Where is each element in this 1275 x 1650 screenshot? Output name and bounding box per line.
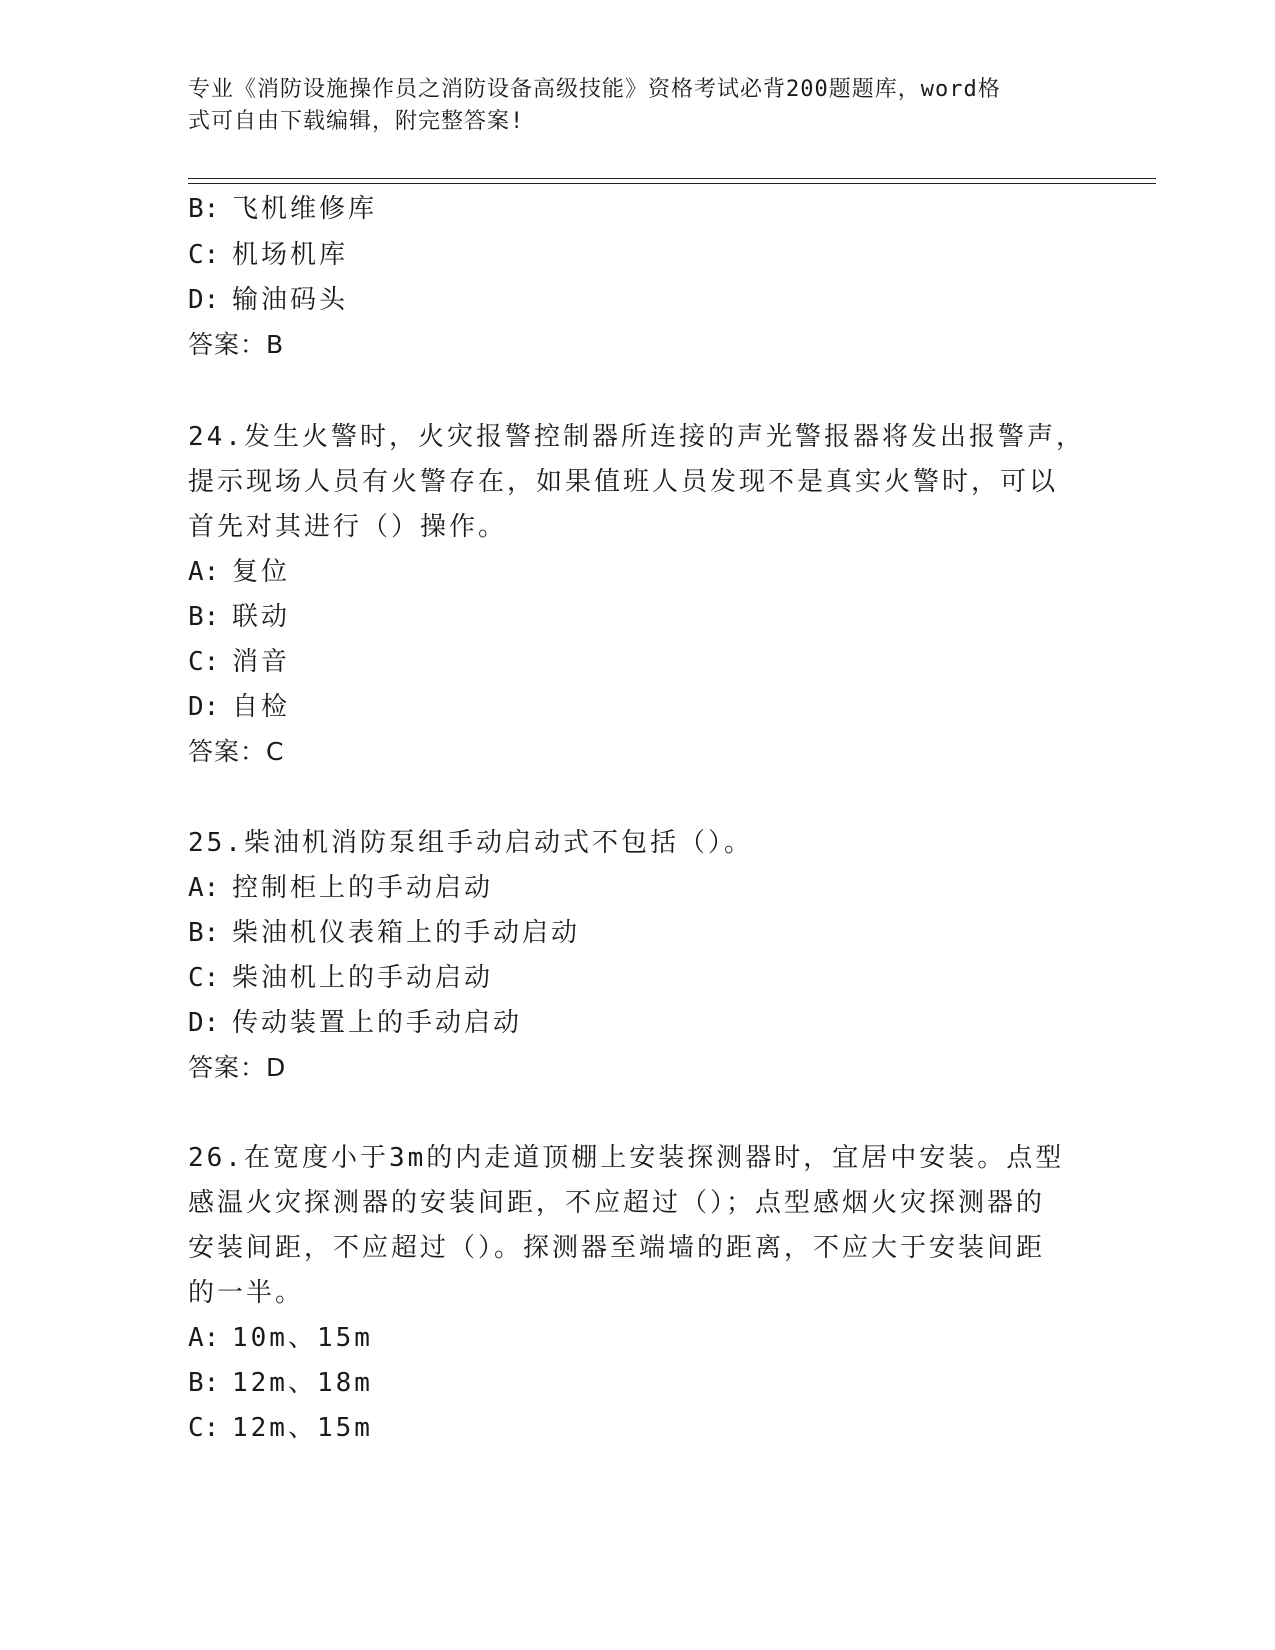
- option-text: 控制柜上的手动启动: [232, 873, 494, 903]
- option-label: B:: [188, 194, 220, 224]
- option-label: D:: [188, 285, 220, 315]
- option-d: [188, 1008, 522, 1038]
- option-label: B:: [188, 1368, 220, 1398]
- option-label: C:: [188, 647, 220, 677]
- option-text: 输油码头: [232, 285, 349, 315]
- option-label: D:: [188, 1008, 220, 1038]
- question-stem-line: 24.发生火警时，火灾报警控制器所连接的声光警报器将发出报警声，: [188, 422, 1085, 452]
- option-text: 柴油机仪表箱上的手动启动: [232, 918, 581, 948]
- option-text: 联动: [232, 602, 291, 632]
- option-text: 12m、15m: [232, 1413, 373, 1443]
- option-d: [188, 285, 348, 315]
- option-text: 传动装置上的手动启动: [232, 1008, 523, 1038]
- option-a: [188, 557, 290, 587]
- answer-line: 答案：B: [188, 330, 285, 359]
- question-stem-line: 首先对其进行（）操作。: [188, 512, 508, 542]
- option-label: C:: [188, 1413, 220, 1443]
- option-label: A:: [188, 1323, 220, 1353]
- option-text: 10m、15m: [232, 1323, 373, 1353]
- option-c: [188, 647, 290, 677]
- option-a: [188, 873, 493, 903]
- question-stem-line: 26.在宽度小于3m的内走道顶棚上安装探测器时，宜居中安装。点型: [188, 1143, 1065, 1173]
- option-b: [188, 918, 580, 948]
- header-divider-bottom: [188, 183, 1156, 184]
- header-line-1: 专业《消防设施操作员之消防设备高级技能》资格考试必背200题题库，word格: [188, 77, 1001, 102]
- option-label: C:: [188, 963, 220, 993]
- option-text: 柴油机上的手动启动: [232, 963, 494, 993]
- option-c: [188, 1413, 373, 1443]
- option-text: 飞机维修库: [232, 194, 378, 224]
- option-label: A:: [188, 557, 220, 587]
- option-text: 复位: [232, 557, 291, 587]
- option-c: [188, 963, 493, 993]
- question-stem-line: 25.柴油机消防泵组手动启动式不包括（）。: [188, 828, 753, 858]
- option-label: C:: [188, 240, 220, 270]
- option-text: 自检: [232, 692, 291, 722]
- question-stem-line: 安装间距，不应超过（）。探测器至端墙的距离，不应大于安装间距: [188, 1233, 1046, 1263]
- question-stem-line: 的一半。: [188, 1278, 305, 1308]
- option-label: A:: [188, 873, 220, 903]
- option-label: B:: [188, 918, 220, 948]
- option-b: [188, 602, 290, 632]
- option-a: [188, 1323, 373, 1353]
- header-divider-top: [188, 178, 1156, 179]
- option-label: B:: [188, 602, 220, 632]
- option-text: 机场机库: [232, 240, 349, 270]
- answer-line: 答案：C: [188, 737, 285, 766]
- document-header: [188, 74, 1068, 138]
- answer-line: 答案：D: [188, 1053, 287, 1082]
- option-b: [188, 1368, 373, 1398]
- question-stem-line: 感温火灾探测器的安装间距，不应超过（）；点型感烟火灾探测器的: [188, 1188, 1046, 1218]
- option-text: 12m、18m: [232, 1368, 373, 1398]
- option-b: [188, 194, 377, 224]
- option-d: [188, 692, 290, 722]
- question-stem-line: 提示现场人员有火警存在，如果值班人员发现不是真实火警时，可以: [188, 467, 1059, 497]
- option-label: D:: [188, 692, 220, 722]
- option-text: 消音: [232, 647, 291, 677]
- header-line-2: 式可自由下载编辑，附完整答案!: [188, 109, 525, 134]
- option-c: [188, 240, 348, 270]
